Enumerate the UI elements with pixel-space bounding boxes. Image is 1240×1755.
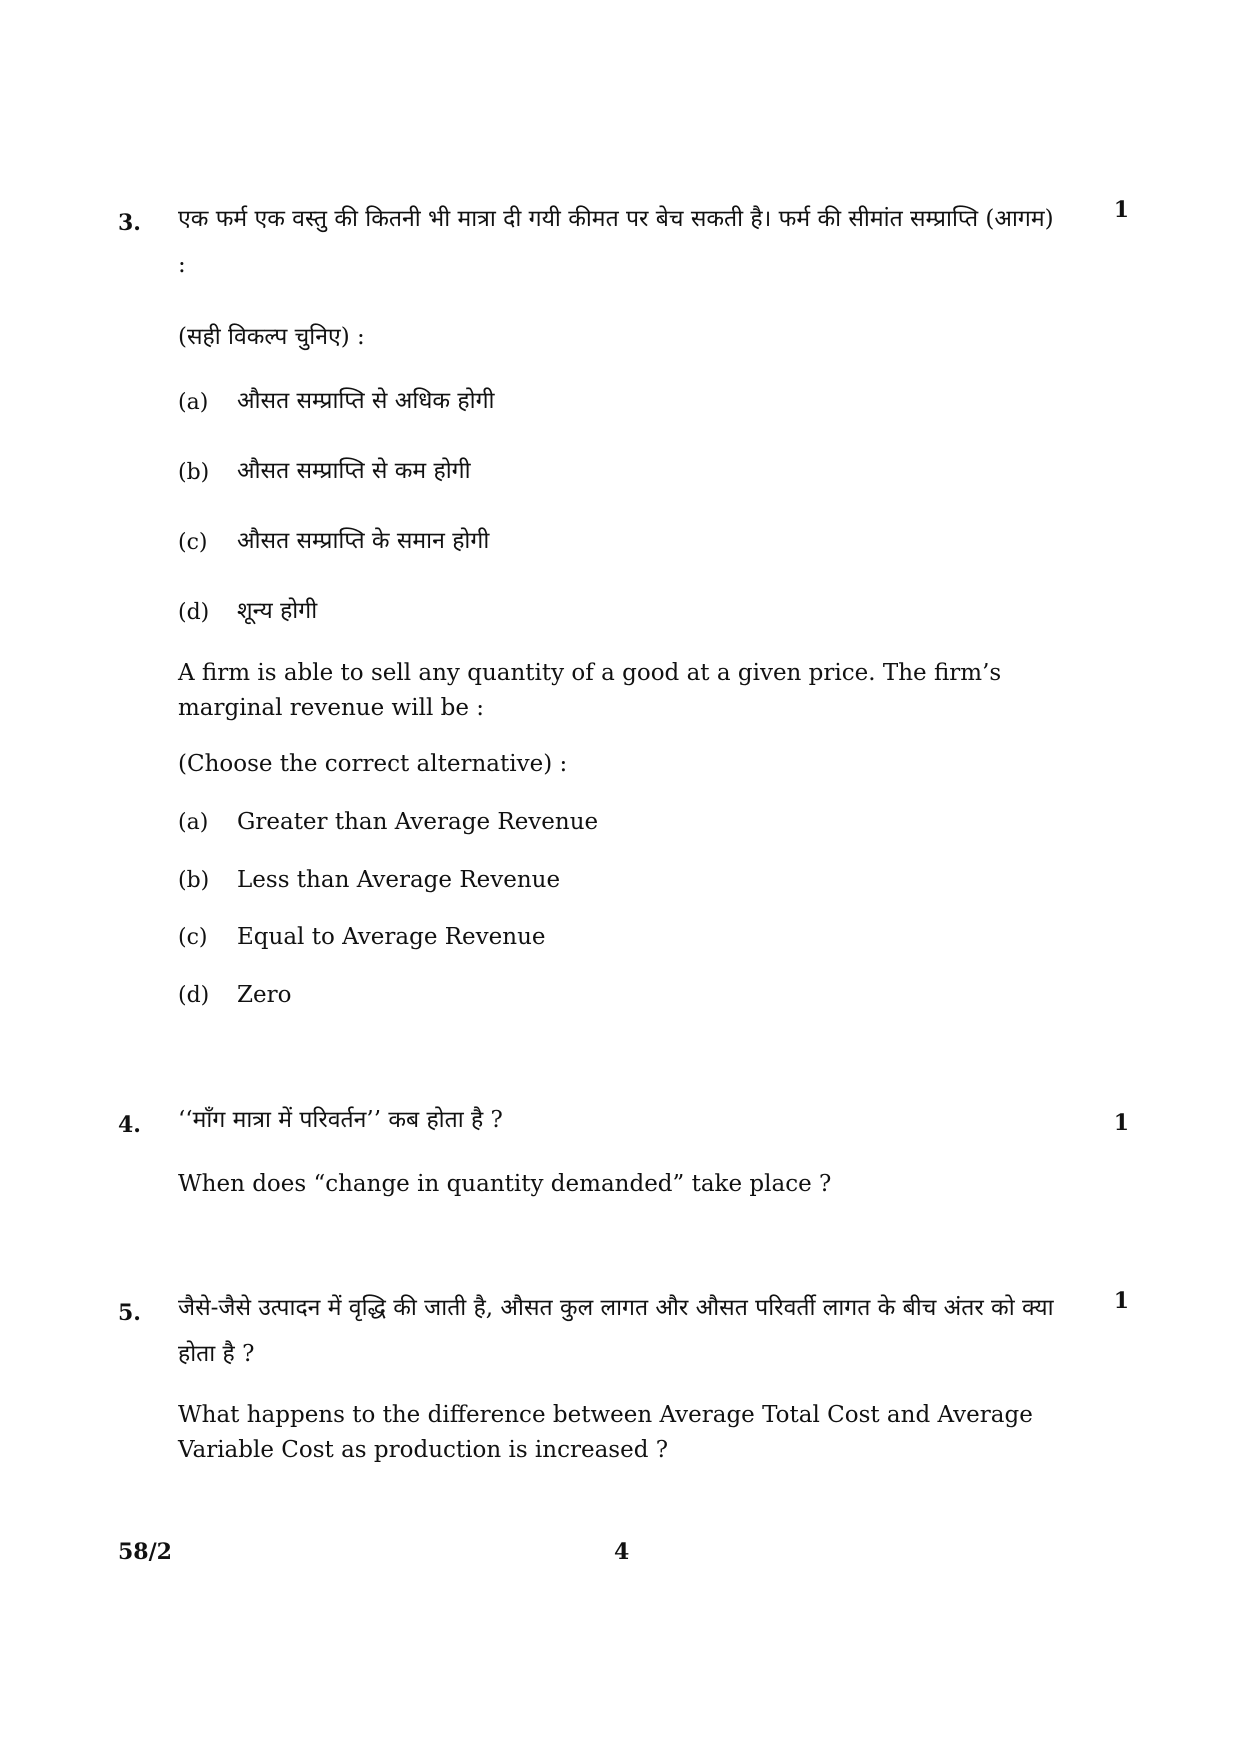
option-label: (c) — [178, 530, 208, 555]
option-text: शून्य होगी — [237, 598, 318, 624]
question-marks: 1 — [1113, 1110, 1129, 1136]
question-number: 4. — [118, 1112, 141, 1138]
question-marks: 1 — [1113, 1288, 1129, 1314]
option-text: Less than Average Revenue — [237, 867, 561, 893]
option-label: (a) — [178, 390, 209, 415]
option-label: (b) — [178, 460, 210, 485]
option-label: (d) — [178, 600, 210, 625]
question-instruction-english: (Choose the correct alternative) : — [178, 751, 568, 777]
page-number: 4 — [614, 1539, 630, 1565]
question-number: 5. — [118, 1300, 141, 1326]
option-text: औसत सम्प्राप्ति से अधिक होगी — [237, 388, 495, 414]
option-label: (c) — [178, 925, 208, 950]
question-text-english: What happens to the difference between Average Total Cost and Average Variable Cost as production is increased ? — [178, 1402, 1033, 1463]
question-text-english: When does “change in quantity demanded” take place ? — [178, 1171, 832, 1197]
option-text: Equal to Average Revenue — [237, 924, 546, 950]
question-instruction-hindi: (सही विकल्प चुनिए) : — [178, 324, 365, 350]
option-text: Zero — [237, 982, 292, 1008]
option-text: Greater than Average Revenue — [237, 809, 599, 835]
paper-code: 58/2 — [118, 1539, 172, 1565]
option-text: औसत सम्प्राप्ति के समान होगी — [237, 528, 490, 554]
question-text-hindi: जैसे-जैसे उत्पादन में वृद्धि की जाती है, औसत कुल लागत और औसत परिवर्ती लागत के बीच अंतर को क्या होता है ? — [178, 1295, 1054, 1367]
question-marks: 1 — [1113, 197, 1129, 223]
option-text: औसत सम्प्राप्ति से कम होगी — [237, 458, 471, 484]
question-text-english: A firm is able to sell any quantity of a good at a given price. The firm’s marginal revenue will be : — [178, 660, 1002, 721]
option-label: (d) — [178, 983, 210, 1008]
question-text-hindi: एक फर्म एक वस्तु की कितनी भी मात्रा दी गयी कीमत पर बेच सकती है। फर्म की सीमांत सम्प्राप्ति (आगम) : — [178, 206, 1054, 278]
question-number: 3. — [118, 210, 141, 236]
option-label: (a) — [178, 810, 209, 835]
option-label: (b) — [178, 868, 210, 893]
question-text-hindi: ‘‘माँग मात्रा में परिवर्तन’’ कब होता है ? — [178, 1107, 503, 1133]
